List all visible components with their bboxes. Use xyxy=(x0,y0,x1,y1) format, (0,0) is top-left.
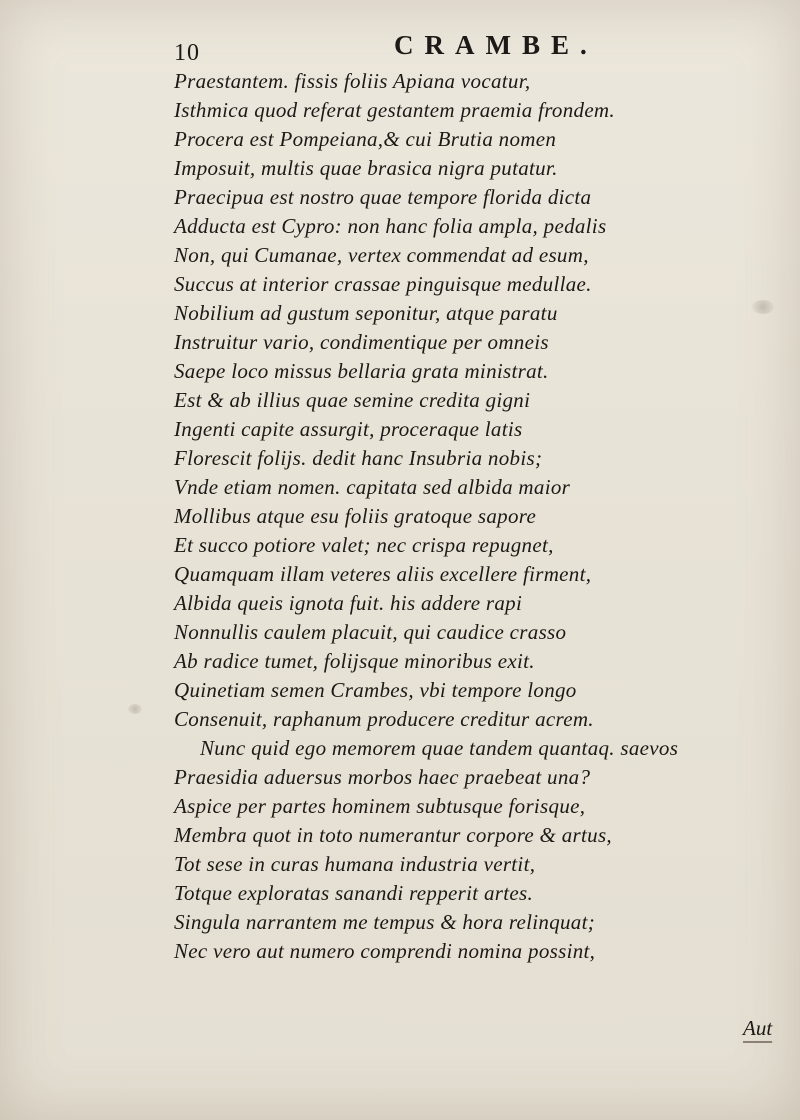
verse-line: Consenuit, raphanum producere creditur acrem. xyxy=(174,707,594,731)
verse-line: Singula narrantem me tempus & hora relinquat; xyxy=(174,910,596,934)
verse-line: Et succo potiore valet; nec crispa repugnet, xyxy=(174,533,554,557)
verse-line: Nec vero aut numero comprendi nomina possint, xyxy=(174,939,596,963)
running-title: CRAMBE. xyxy=(394,30,598,60)
verse-line: Instruitur vario, condimentique per omneis xyxy=(174,330,549,354)
verse-line: Procera est Pompeiana,& cui Brutia nomen xyxy=(174,127,557,151)
verse-line: Albida queis ignota fuit. his addere rapi xyxy=(174,591,523,615)
verse-line: Membra quot in toto numerantur corpore & artus, xyxy=(174,823,612,847)
verse-line: Saepe loco missus bellaria grata ministrat. xyxy=(174,359,549,383)
verse-line: Succus at interior crassae pinguisque medullae. xyxy=(174,272,592,296)
verse-line: Adducta est Cypro: non hanc folia ampla, pedalis xyxy=(174,214,607,238)
verse-line: Imposuit, multis quae brasica nigra putatur. xyxy=(174,156,558,180)
verse-line: Nobilium ad gustum seponitur, atque paratu xyxy=(174,301,558,325)
verse-line: Florescit folijs. dedit hanc Insubria nobis; xyxy=(174,446,543,470)
verse-line: Praestantem. fissis foliis Apiana vocatur, xyxy=(174,69,531,93)
verse-line: Quamquam illam veteres aliis excellere firment, xyxy=(174,562,592,586)
verse-line: Quinetiam semen Crambes, vbi tempore longo xyxy=(174,678,577,702)
verse-line: Non, qui Cumanae, vertex commendat ad esum, xyxy=(174,243,589,267)
page-number: 10 xyxy=(174,40,200,66)
verse-line: Tot sese in curas humana industria vertit, xyxy=(174,852,536,876)
verse-line: Totque exploratas sanandi repperit artes. xyxy=(174,881,533,905)
paper-stain xyxy=(128,704,142,714)
verse-line: Nunc quid ego memorem quae tandem quantaq. saevos xyxy=(200,736,679,760)
verse-line: Ab radice tumet, folijsque minoribus exit. xyxy=(174,649,535,673)
verse-line: Mollibus atque esu foliis gratoque sapore xyxy=(174,504,537,528)
verse-line: Ingenti capite assurgit, proceraque latis xyxy=(174,417,523,441)
verse-line: Isthmica quod referat gestantem praemia frondem. xyxy=(174,98,615,122)
verse-line: Praesidia aduersus morbos haec praebeat una? xyxy=(174,765,591,789)
verse-line: Vnde etiam nomen. capitata sed albida maior xyxy=(174,475,571,499)
verse-line: Aspice per partes hominem subtusque forisque, xyxy=(174,794,586,818)
catchword: Aut xyxy=(743,1016,773,1040)
verse-line: Nonnullis caulem placuit, qui caudice crasso xyxy=(174,620,567,644)
verse-line: Praecipua est nostro quae tempore florida dicta xyxy=(174,185,592,209)
verse-line: Est & ab illius quae semine credita gigni xyxy=(174,388,531,412)
paper-stain xyxy=(752,300,774,314)
